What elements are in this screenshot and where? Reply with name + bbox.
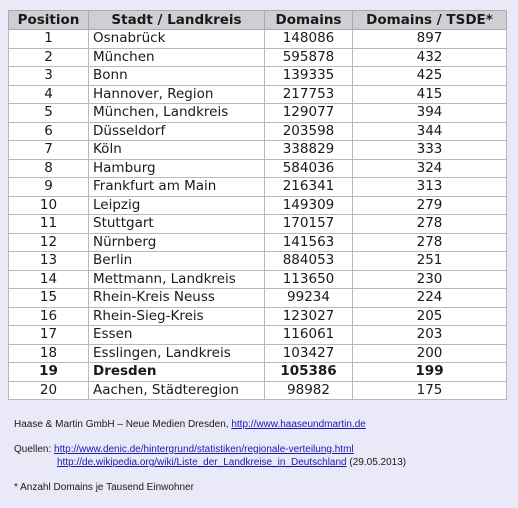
cell-domains: 148086	[265, 30, 353, 49]
cell-domains-per-tsde: 278	[353, 215, 507, 234]
cell-city: Leipzig	[89, 196, 265, 215]
cell-city: Aachen, Städteregion	[89, 381, 265, 400]
cell-domains-per-tsde: 333	[353, 141, 507, 160]
cell-domains-per-tsde: 897	[353, 30, 507, 49]
table-body	[9, 30, 507, 400]
cell-position: 20	[9, 381, 89, 400]
cell-domains: 217753	[265, 85, 353, 104]
table-row	[9, 289, 507, 308]
cell-city: Osnabrück	[89, 30, 265, 49]
table-row	[9, 252, 507, 271]
cell-domains: 99234	[265, 289, 353, 308]
table-row	[9, 30, 507, 49]
cell-domains-per-tsde: 278	[353, 233, 507, 252]
table-row	[9, 326, 507, 345]
header-city: Stadt / Landkreis	[89, 11, 265, 30]
cell-city: Esslingen, Landkreis	[89, 344, 265, 363]
table-row	[9, 196, 507, 215]
cell-city: Nürnberg	[89, 233, 265, 252]
cell-city: Berlin	[89, 252, 265, 271]
cell-domains-per-tsde: 432	[353, 48, 507, 67]
cell-domains: 338829	[265, 141, 353, 160]
table-row	[9, 48, 507, 67]
cell-domains-per-tsde: 324	[353, 159, 507, 178]
cell-city: Essen	[89, 326, 265, 345]
cell-city: Hamburg	[89, 159, 265, 178]
table-row	[9, 141, 507, 160]
cell-domains: 103427	[265, 344, 353, 363]
cell-position: 4	[9, 85, 89, 104]
cell-position: 10	[9, 196, 89, 215]
cell-domains-per-tsde: 415	[353, 85, 507, 104]
cell-city: München, Landkreis	[89, 104, 265, 123]
cell-city: Stuttgart	[89, 215, 265, 234]
cell-position: 2	[9, 48, 89, 67]
header-position: Position	[9, 11, 89, 30]
cell-domains: 139335	[265, 67, 353, 86]
cell-domains-per-tsde: 224	[353, 289, 507, 308]
cell-position: 18	[9, 344, 89, 363]
sources-line-2	[57, 457, 406, 468]
cell-city: Frankfurt am Main	[89, 178, 265, 197]
cell-domains-per-tsde: 199	[353, 363, 507, 382]
cell-domains-per-tsde: 313	[353, 178, 507, 197]
cell-domains: 584036	[265, 159, 353, 178]
footnote: * Anzahl Domains je Tausend Einwohner	[14, 482, 194, 493]
cell-position: 15	[9, 289, 89, 308]
cell-domains: 203598	[265, 122, 353, 141]
cell-city: Rhein-Sieg-Kreis	[89, 307, 265, 326]
cell-domains-per-tsde: 279	[353, 196, 507, 215]
cell-domains: 123027	[265, 307, 353, 326]
sources-label: Quellen:	[14, 444, 55, 455]
ranking-table	[8, 10, 507, 400]
cell-domains-per-tsde: 200	[353, 344, 507, 363]
table-row	[9, 307, 507, 326]
ranking-table-container	[8, 10, 506, 400]
cell-city: Dresden	[89, 363, 265, 382]
cell-domains: 116061	[265, 326, 353, 345]
table-row	[9, 233, 507, 252]
cell-domains: 595878	[265, 48, 353, 67]
cell-position: 19	[9, 363, 89, 382]
table-row	[9, 178, 507, 197]
cell-position: 12	[9, 233, 89, 252]
cell-domains: 98982	[265, 381, 353, 400]
source-date: (29.05.2013)	[346, 457, 407, 468]
table-row	[9, 85, 507, 104]
table-row	[9, 159, 507, 178]
cell-position: 6	[9, 122, 89, 141]
cell-position: 3	[9, 67, 89, 86]
cell-domains: 105386	[265, 363, 353, 382]
cell-position: 1	[9, 30, 89, 49]
company-line	[14, 419, 366, 430]
cell-domains: 170157	[265, 215, 353, 234]
table-header-row	[9, 11, 507, 30]
cell-position: 5	[9, 104, 89, 123]
table-row	[9, 270, 507, 289]
cell-domains-per-tsde: 205	[353, 307, 507, 326]
source-link-denic[interactable]: http://www.denic.de/hintergrund/statistiken/regionale-verteilung.html	[54, 444, 354, 455]
cell-domains-per-tsde: 425	[353, 67, 507, 86]
cell-position: 17	[9, 326, 89, 345]
cell-city: Köln	[89, 141, 265, 160]
cell-domains-per-tsde: 203	[353, 326, 507, 345]
cell-domains: 113650	[265, 270, 353, 289]
cell-domains: 129077	[265, 104, 353, 123]
cell-city: Bonn	[89, 67, 265, 86]
cell-city: Düsseldorf	[89, 122, 265, 141]
company-text: Haase & Martin GmbH – Neue Medien Dresden,	[14, 419, 232, 430]
table-row	[9, 215, 507, 234]
table-row	[9, 67, 507, 86]
table-row	[9, 344, 507, 363]
cell-domains: 141563	[265, 233, 353, 252]
header-domains: Domains	[265, 11, 353, 30]
sources-line-1	[14, 444, 354, 455]
cell-domains-per-tsde: 251	[353, 252, 507, 271]
cell-position: 9	[9, 178, 89, 197]
source-link-wikipedia[interactable]: http://de.wikipedia.org/wiki/Liste_der_Landkreise_in_Deutschland	[57, 457, 347, 468]
cell-city: Mettmann, Landkreis	[89, 270, 265, 289]
cell-domains-per-tsde: 394	[353, 104, 507, 123]
cell-domains: 149309	[265, 196, 353, 215]
cell-city: Rhein-Kreis Neuss	[89, 289, 265, 308]
cell-position: 7	[9, 141, 89, 160]
cell-position: 14	[9, 270, 89, 289]
cell-domains: 884053	[265, 252, 353, 271]
cell-city: München	[89, 48, 265, 67]
cell-position: 8	[9, 159, 89, 178]
table-row	[9, 122, 507, 141]
table-row	[9, 381, 507, 400]
cell-position: 13	[9, 252, 89, 271]
cell-position: 16	[9, 307, 89, 326]
cell-domains-per-tsde: 344	[353, 122, 507, 141]
cell-domains: 216341	[265, 178, 353, 197]
cell-position: 11	[9, 215, 89, 234]
header-domains-per-tsde: Domains / TSDE*	[353, 11, 507, 30]
table-row	[9, 104, 507, 123]
cell-city: Hannover, Region	[89, 85, 265, 104]
company-link[interactable]: http://www.haaseundmartin.de	[231, 419, 366, 430]
cell-domains-per-tsde: 175	[353, 381, 507, 400]
cell-domains-per-tsde: 230	[353, 270, 507, 289]
table-row	[9, 363, 507, 382]
